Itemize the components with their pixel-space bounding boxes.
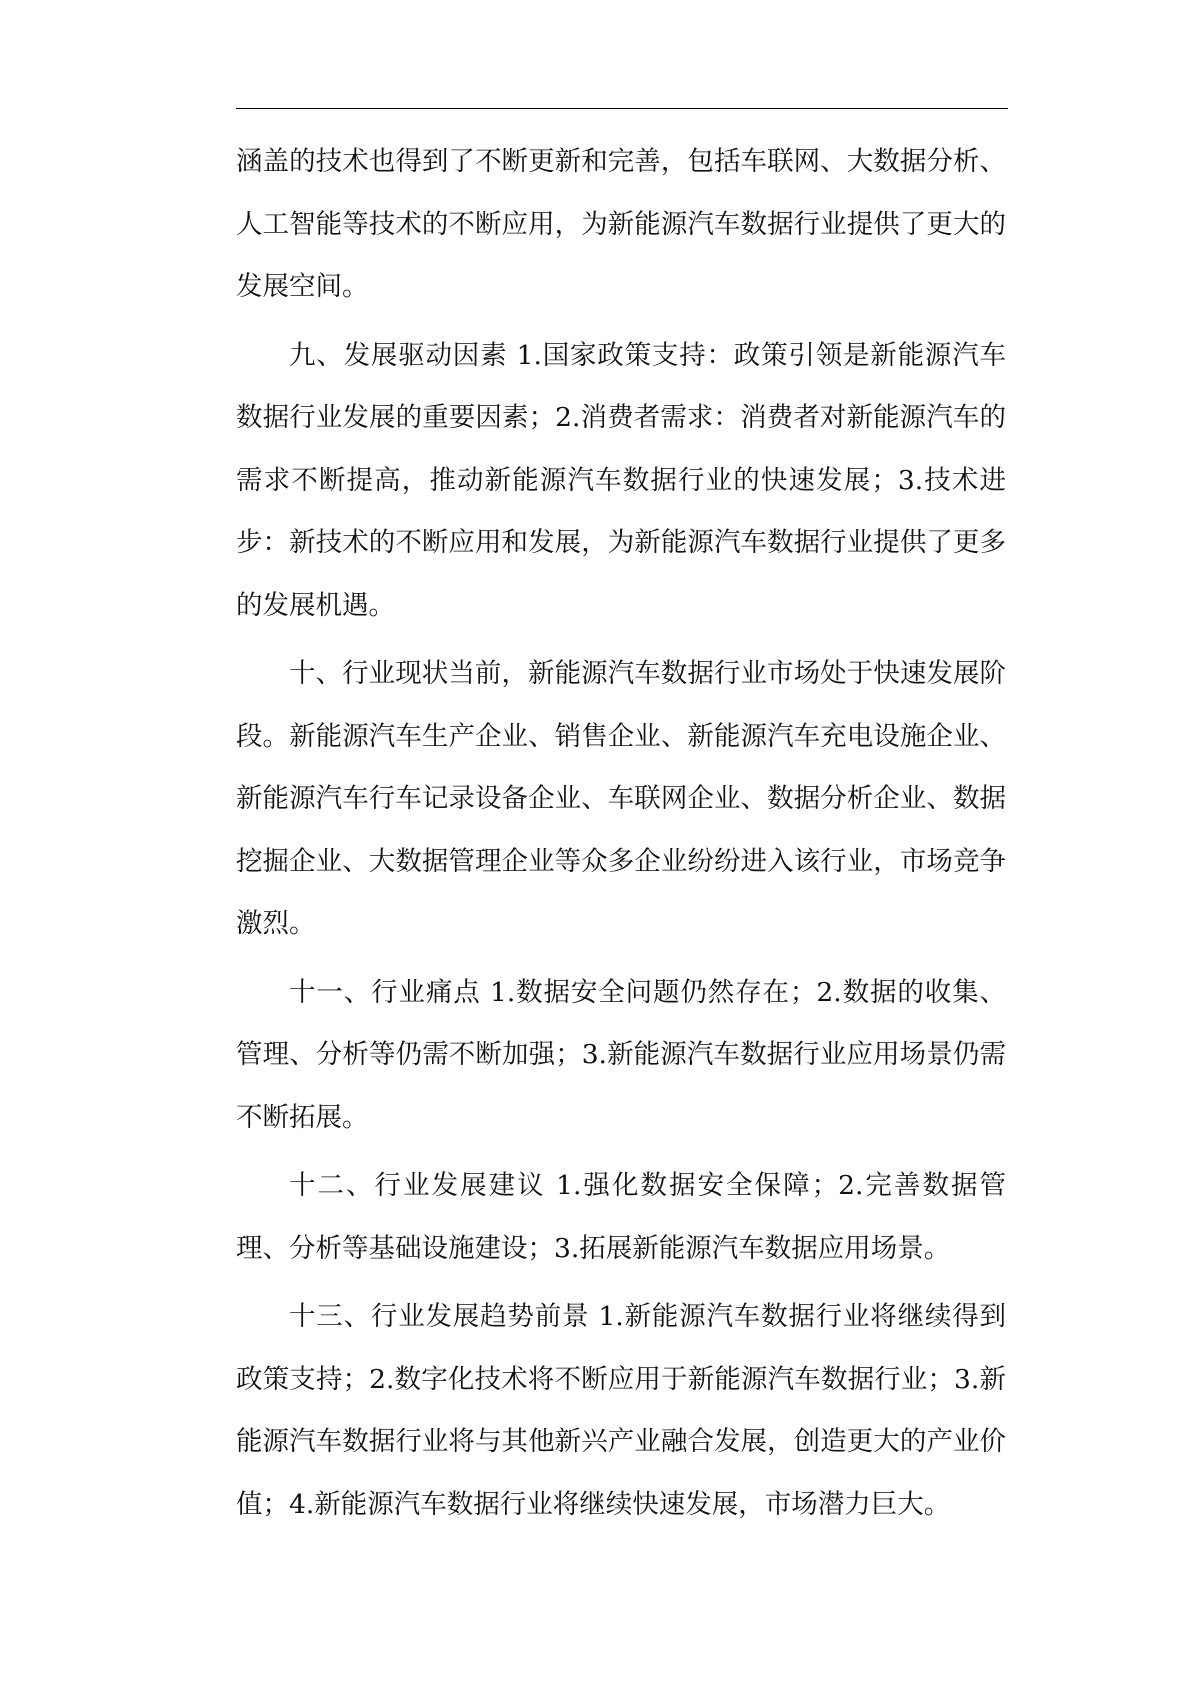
header-rule (236, 108, 1008, 109)
paragraph-3: 十、行业现状当前，新能源汽车数据行业市场处于快速发展阶段。新能源汽车生产企业、销售企业、新能源汽车充电设施企业、新能源汽车行车记录设备企业、车联网企业、数据分析企业、数据挖掘企业、大数据管理企业等众多企业纷纷进入该行业，市场竞争激烈。 (236, 658, 1006, 939)
paragraph-2: 九、发展驱动因素 1.国家政策支持：政策引领是新能源汽车数据行业发展的重要因素；2.消费者需求：消费者对新能源汽车的需求不断提高，推动新能源汽车数据行业的快速发展；3.技术进步：新技术的不断应用和发展，为新能源汽车数据行业提供了更多的发展机遇。 (236, 339, 1006, 621)
paragraph-6: 十三、行业发展趋势前景 1.新能源汽车数据行业将继续得到政策支持；2.数字化技术将不断应用于新能源汽车数据行业；3.新能源汽车数据行业将与其他新兴产业融合发展，创造更大的产业价值；4.新能源汽车数据行业将继续快速发展，市场潜力巨大。 (236, 1301, 1006, 1520)
paragraph-5: 十二、行业发展建议 1.强化数据安全保障；2.完善数据管理、分析等基础设施建设；3.拓展新能源汽车数据应用场景。 (236, 1170, 1006, 1264)
paragraph-1: 涵盖的技术也得到了不断更新和完善，包括车联网、大数据分析、人工智能等技术的不断应用，为新能源汽车数据行业提供了更大的发展空间。 (236, 146, 1006, 302)
document-body (236, 131, 1006, 1536)
paragraph-4: 十一、行业痛点 1.数据安全问题仍然存在；2.数据的收集、管理、分析等仍需不断加强；3.新能源汽车数据行业应用场景仍需不断拓展。 (236, 976, 1006, 1133)
